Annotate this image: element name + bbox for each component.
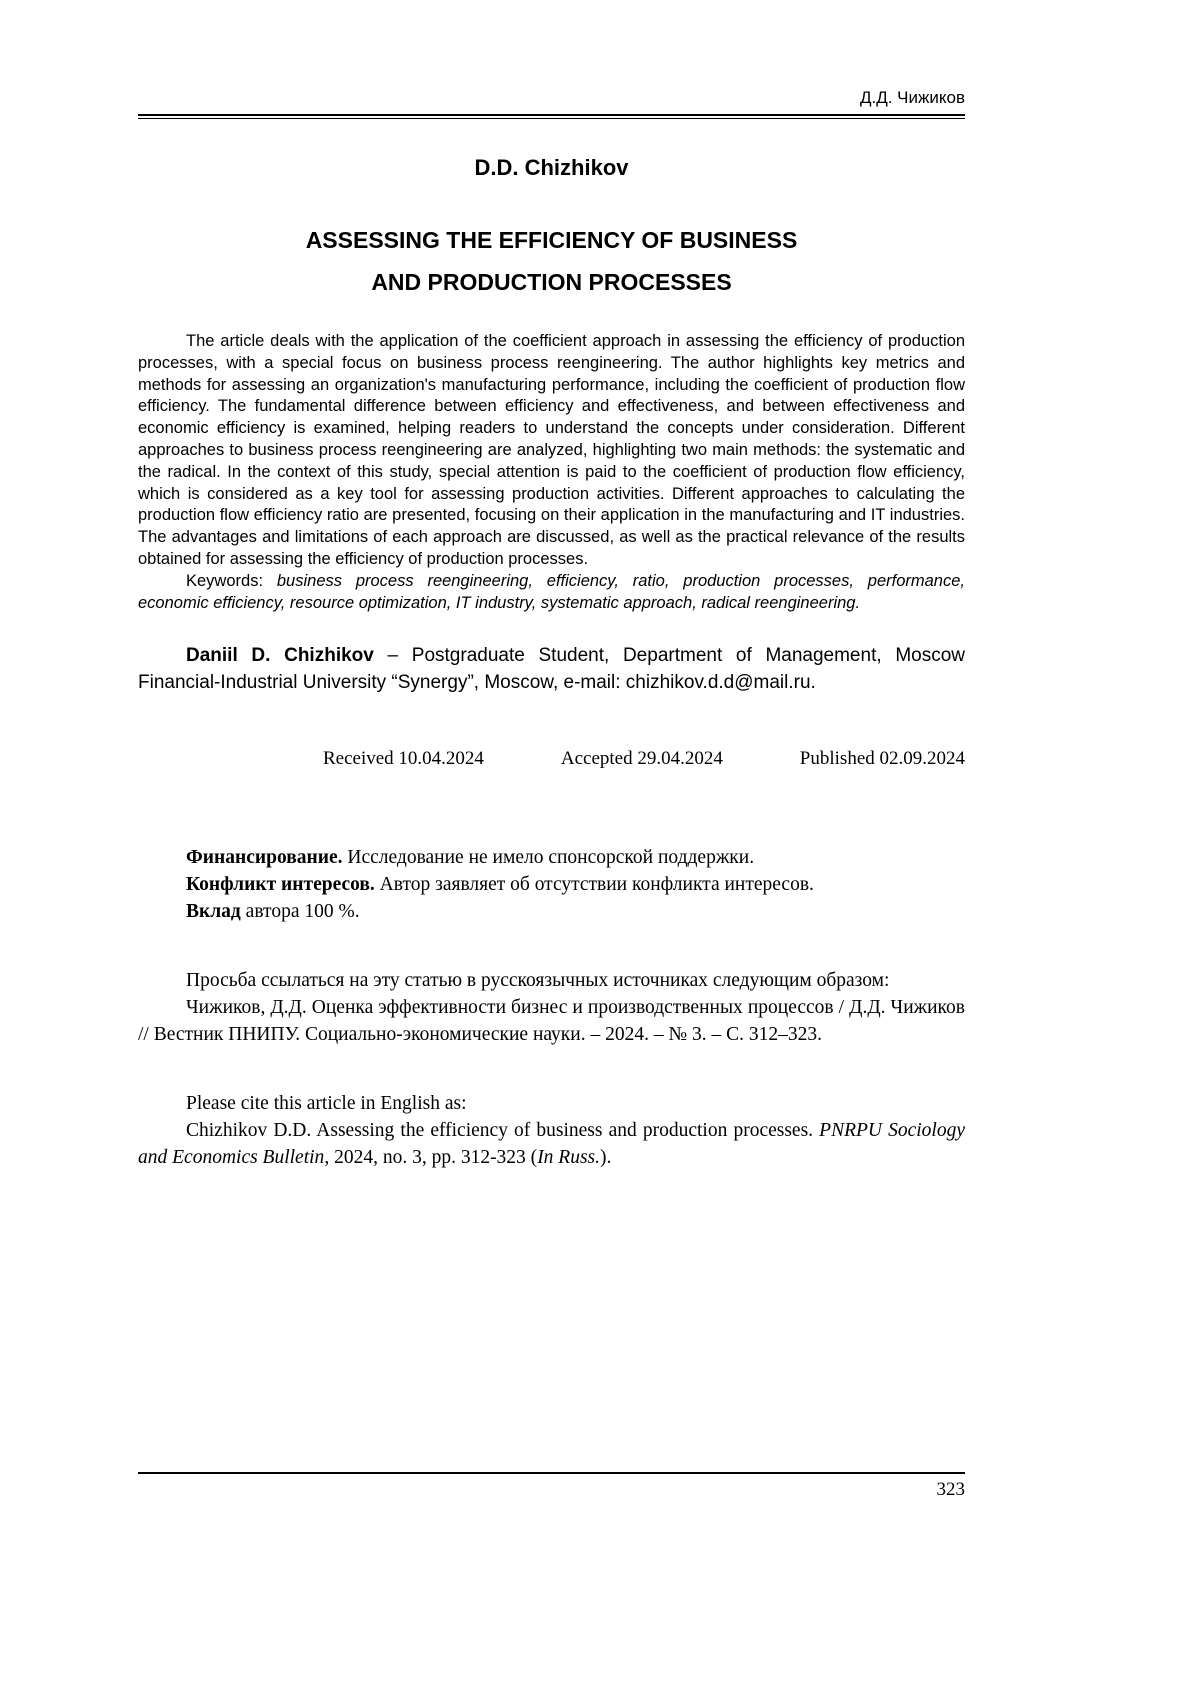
published-date: Published 02.09.2024 [799, 748, 965, 770]
title-line-1: ASSESSING THE EFFICIENCY OF BUSINESS [305, 227, 798, 253]
author-bio [138, 642, 965, 696]
citation-ru-intro: Просьба ссылаться на эту статью в русскоязычных источниках следующим образом: [186, 970, 890, 992]
running-head: Д.Д. Чижиков [859, 88, 965, 107]
abstract-paragraph: The article deals with the application of the coefficient approach in assessing the efficiency of production processes, with a special focus on business process reengineering. The author highlights key metrics and methods for assessing an organization's manufacturing performance, including the coefficient of production flow efficiency. The fundamental difference between efficiency and effectiveness, and between effectiveness and economic efficiency is examined, helping readers to understand the concepts under consideration. Different approaches to business process reengineering are analyzed, highlighting two main methods: the systematic and the radical. In the context of this study, special attention is paid to the coefficient of production flow efficiency, which is considered as a key tool for assessing production activities. Different approaches to calculating the production flow efficiency ratio are presented, focusing on their application in the manufacturing and IT industries. The advantages and limitations of each approach are discussed, as well as the practical relevance of the results obtained for assessing the efficiency of production processes. [138, 332, 965, 568]
keywords-paragraph [138, 571, 965, 615]
funding-block [138, 844, 965, 925]
funding-text: Исследование не имело спонсорской поддержки. [342, 847, 755, 869]
footer-rule [138, 1472, 965, 1474]
contribution-text: автора 100 %. [240, 901, 360, 923]
funding-label: Финансирование. [186, 847, 343, 869]
contribution-statement [138, 898, 965, 925]
dates-row [323, 748, 965, 770]
citation-ru: Чижиков, Д.Д. Оценка эффективности бизнес и производственных процессов / Д.Д. Чижиков // Вестник ПНИПУ. Социально-экономические науки. – 2024. – № 3. – С. 312–323. [138, 997, 965, 1046]
keywords-label: Keywords: [186, 571, 277, 590]
citation-en-intro: Please cite this article in English as: [186, 1093, 467, 1115]
bio-affiliation: – Postgraduate Student, Department of Management, Moscow Financial-Industrial University “Synergy”, Moscow, e-mail: chizhikov.d.d@mail.ru. [138, 645, 965, 694]
page-footer [138, 1472, 965, 1501]
citation-en [138, 1117, 965, 1171]
accepted-date: Accepted 29.04.2024 [560, 748, 723, 770]
citation-en-text-2: , 2024, no. 3, pp. 312-323 ( [324, 1147, 538, 1169]
citation-ru-block [138, 967, 965, 1048]
keywords-text: business process reengineering, efficiency, ratio, production processes, performance, economic efficiency, resource optimization, IT industry, systematic approach, radical reengineering. [138, 571, 965, 612]
running-header [138, 88, 965, 119]
article-title [138, 219, 965, 303]
funding-statement [138, 844, 965, 871]
received-date: Received 10.04.2024 [323, 748, 484, 770]
citation-en-text-3: ). [600, 1147, 612, 1169]
page-number: 323 [936, 1479, 965, 1500]
bio-author-name: Daniil D. Chizhikov [186, 645, 374, 667]
citation-en-in-russ: In Russ. [537, 1147, 601, 1169]
author-name: D.D. Chizhikov [474, 155, 629, 180]
page-content [138, 88, 965, 1171]
citation-en-text-1: Chizhikov D.D. Assessing the efficiency of business and production processes. [186, 1120, 820, 1142]
contribution-label: Вклад [186, 901, 241, 923]
conflict-text: Автор заявляет об отсутствии конфликта интересов. [374, 874, 814, 896]
citation-en-block [138, 1090, 965, 1171]
citation-en-journal: PNRPU Sociology and Economics Bulletin [138, 1120, 965, 1169]
conflict-statement [138, 871, 965, 898]
conflict-label: Конфликт интересов. [186, 874, 375, 896]
header-rule [138, 114, 965, 119]
title-line-2: AND PRODUCTION PROCESSES [371, 269, 732, 295]
